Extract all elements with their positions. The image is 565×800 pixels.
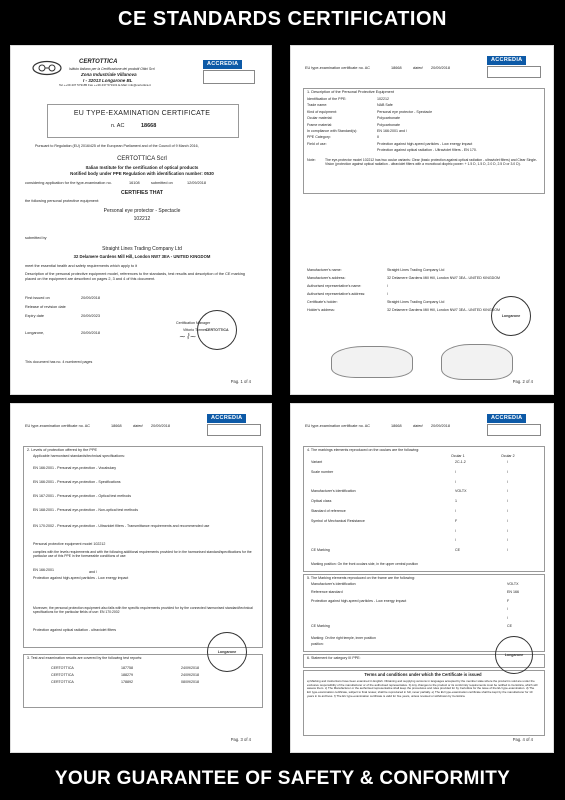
frame-value: CE <box>507 624 512 628</box>
org-sub3: I - 32013 Longarone BL <box>83 78 133 83</box>
party-key: Holder's address: <box>307 308 335 312</box>
page-number: Pag. 2 of 4 <box>512 378 533 384</box>
header-dated: dated <box>133 424 143 428</box>
marking-ocular2: / <box>507 548 508 553</box>
marking-ocular2: / <box>507 509 508 513</box>
marking-ocular1: / <box>455 469 456 474</box>
marking-ocular1: 1 <box>455 499 457 504</box>
marking-key: Optical class <box>311 499 332 504</box>
accreditation-box <box>487 424 541 436</box>
report-number: 188279 <box>121 673 133 677</box>
certottica-stamp <box>491 296 531 336</box>
section2-box <box>23 446 263 648</box>
marking-key: Variant <box>311 460 323 464</box>
meets-text: meet the essential health and safety requirements which apply to it <box>25 264 138 268</box>
report-date: 08/09/2018 <box>181 680 199 684</box>
marking-key: CE Marking <box>311 548 330 553</box>
certottica-stamp <box>495 636 533 674</box>
accreditation-box <box>203 70 255 84</box>
page-number: Pag. 3 of 4 <box>230 736 251 742</box>
header-date: 20/09/2018 <box>431 66 451 70</box>
party-value: / <box>387 292 388 296</box>
frame-value: F <box>507 598 510 603</box>
marking-key: Standard of reference <box>311 509 346 513</box>
ppe-field-key: Ocular material: <box>307 116 333 121</box>
frame-key: CE Marking <box>311 624 330 628</box>
header-cert: EU type-examination certificate no. AC <box>305 66 370 70</box>
ppe-field-key: Trade name: <box>307 103 328 108</box>
marking-ocular2: / <box>507 460 508 464</box>
applicable-text: Applicable harmonised standards/technical specifications: <box>33 454 125 458</box>
certificate-page-2 <box>290 45 554 395</box>
marking-ocular1: F <box>455 518 458 523</box>
org-sub2: Zona Industriale Villanova <box>81 72 137 77</box>
bottom-banner: YOUR GUARANTEE OF SAFETY & CONFORMITY <box>54 768 511 789</box>
section1-title: 1. Description of the Personal Protective Equipment <box>307 90 394 94</box>
header-dated: dated <box>413 424 423 428</box>
report-lab: CERTOTTICA <box>51 680 74 684</box>
frame-key: Protection against high-speed particles - Low energy impact <box>311 598 407 603</box>
marking-ocular2: / <box>507 518 508 523</box>
footer-note: This document has no. 4 numbered pages <box>25 360 93 364</box>
certificate-title: EU TYPE-EXAMINATION CERTIFICATE <box>73 110 211 117</box>
party-key: Manufacturer's address: <box>307 276 346 280</box>
report-lab: CERTOTTICA <box>51 673 74 677</box>
marking-key: Manufacturer's identification <box>311 489 356 494</box>
submitted-date: 12/09/2018 <box>187 181 207 185</box>
expiry-date: 20/09/2023 <box>81 314 101 318</box>
section5-title: 5. The Marking elements reproduced on the frame are the following: <box>307 576 416 580</box>
ppe-field-value: II <box>377 135 379 140</box>
std-ref: EN 166:2001 <box>33 568 54 572</box>
first-issued-label: First issued on <box>25 296 50 300</box>
protection-text: Protection against high-speed particles - Low energy impact <box>33 576 129 580</box>
accredia-logo: ACCREDIA <box>207 414 246 423</box>
company-name: CERTOTTICA Scrl <box>117 156 167 162</box>
report-number: 187758 <box>121 666 133 670</box>
ppe-field-value: NAB Safe <box>377 103 393 108</box>
org-sub1: Istituto italiano per la Certificazione dei prodotti Ottici Scrl <box>69 67 155 71</box>
moreover-text: Moreover, the personal protection equipment also falls with the specific requirements provided for by the connected harmonised standard/technical specifications for the particular fields of use: EN 170:2002 <box>33 606 253 615</box>
ppe-field-value: Personal eye protector - Spectacle <box>377 109 433 114</box>
marking-ocular2: / <box>507 499 508 504</box>
cert-prefix: n. AC <box>111 123 125 129</box>
ppe-field-key: In compliance with Standard(s): <box>307 129 358 133</box>
applicant-address: 32 Delamere Gardens Mill Hill, London NW7 3EA - UNITED KINGDOM <box>73 254 211 259</box>
report-date: 24/09/2018 <box>181 673 199 677</box>
model-line: Personal protective equipment model 102212 <box>33 542 106 546</box>
accredia-logo: ACCREDIA <box>203 60 242 69</box>
company-desc1: Italian Institute for the certification of optical products <box>85 165 199 170</box>
party-value: 32 Delamere Gardens Mill Hill, London NW7 3EA - UNITED KINGDOM <box>387 308 501 312</box>
party-key: Authorised representative's address: <box>307 292 366 296</box>
party-value: / <box>387 284 388 288</box>
frame-key: Reference standard <box>311 590 343 595</box>
following-text: the following personal protective equipment: <box>25 199 100 203</box>
accredia-logo: ACCREDIA <box>487 414 526 423</box>
marking-key: Scale number <box>311 469 334 474</box>
place-date: 20/09/2018 <box>81 331 101 335</box>
certottica-stamp <box>197 310 237 350</box>
accreditation-box <box>207 424 261 436</box>
marking-ocular2: / <box>507 479 508 484</box>
report-number: 178892 <box>121 680 133 684</box>
ppe-field-key: Kind of equipment: <box>307 109 337 114</box>
org-contact: Tel ++39 437 573185 Fax ++39 437 573131 E-Mail: info@certottica.it <box>59 83 151 87</box>
marking-ocular1: CE <box>455 548 460 553</box>
party-value: Straight Lines Trading Company Ltd <box>387 300 445 304</box>
standard-4: EN 168:2001 - Personal eye-protection - Non-optical test methods <box>33 508 139 512</box>
stamp-text: CERTOTTICA <box>205 327 229 332</box>
certificate-page-4 <box>290 403 554 753</box>
frame-value: / <box>507 607 508 612</box>
marking-ocular1: / <box>455 528 456 533</box>
marking-ocular1: 2C-1.2 <box>455 460 466 464</box>
accredia-logo: ACCREDIA <box>487 56 526 65</box>
product-name: Personal eye protector - Spectacle <box>103 208 181 214</box>
complies-text: complies with the levels requirements and with the following additional requirements provided for in the harmonised standard/specifications for the particular use of this PPE in the foreseeable conditions of use: <box>33 550 252 559</box>
ppe-field-value: Polycarbonate <box>377 116 400 121</box>
certifies-heading: CERTIFIES THAT <box>121 190 163 196</box>
stamp-text: Longarone <box>217 649 237 654</box>
ocular2-label: Ocular 2 <box>501 454 515 458</box>
frame-position: Marking: On the right temple, inner position <box>311 636 376 640</box>
page-number: Pag. 4 of 4 <box>512 736 533 742</box>
first-issued-date: 20/09/2018 <box>81 296 101 300</box>
ppe-field-value: Protection against high-speed particles - Low energy impact <box>377 141 473 146</box>
signer-role: Certification Manager <box>176 321 211 325</box>
stamp-text: Longarone <box>501 313 521 318</box>
ppe-field-key: Identification of the PPE: <box>307 97 347 101</box>
marking-ocular1: / <box>455 509 456 513</box>
ppe-field-value: 102212 <box>377 97 389 101</box>
frame-key: Manufacturer's identification <box>311 582 356 586</box>
party-key: Certificate's holder: <box>307 300 338 304</box>
application-number: 16108 <box>129 181 140 185</box>
cert-number: 18668 <box>141 123 157 129</box>
applicant-name: Straight Lines Trading Company Ltd <box>102 246 182 252</box>
expiry-label: Expiry date <box>25 314 44 318</box>
header-date: 20/09/2018 <box>151 424 171 428</box>
accreditation-box <box>487 66 541 78</box>
report-date: 24/09/2018 <box>181 666 199 670</box>
frame-value: EN 166 <box>507 590 519 595</box>
ppe-field-value: EN 166:2001 and / <box>377 129 407 133</box>
header-date: 20/09/2018 <box>431 424 451 428</box>
note-text: The eye-protector model 102212 has two ocular variants: Clear (basic protection against optical radiation - ultraviolet filters) and Clear Single-Vision (protection against optical radiation - ultraviolet filters with a monofocal dioptric power: + 1.5 D, 1.5 D, 2.0 D, 2.5 D or 3.0 D). <box>325 158 538 167</box>
marking-position: Marking position: On the front oculars side, in the upper central position <box>311 562 419 566</box>
submitted-by-label: submitted by <box>25 236 47 240</box>
place-label: Longarone, <box>25 331 45 335</box>
section2-title: 2. Levels of protection offered by the PPE <box>27 448 98 452</box>
considering-text: considering application for the type-examination no. <box>25 181 112 185</box>
marking-ocular2: / <box>507 469 508 474</box>
marking-ocular2: / <box>507 489 508 494</box>
ppe-field-key: Field of use: <box>307 141 327 146</box>
section4-title: 4. The markings elements reproduced on the oculars are the following: <box>307 448 420 452</box>
note-label: Note: <box>307 158 316 162</box>
product-model: 102212 <box>133 216 151 222</box>
marking-ocular1: / <box>455 538 456 543</box>
party-value: 32 Delamere Gardens Mill Hill, London NW7 3EA - UNITED KINGDOM <box>387 276 501 280</box>
terms-title: Terms and conditions under which the Certificate is issued <box>364 672 482 677</box>
marking-ocular2: / <box>507 538 508 543</box>
certottica-logo <box>31 60 63 76</box>
ppe-field-key: PPE Category: <box>307 135 331 140</box>
marking-ocular2: / <box>507 528 508 533</box>
description-text: Description of the personal protective equipment model, references to the standards, test results and description of the CE marking placed on the equipment are described on pages 2, 3 and 4 of this document. <box>25 272 245 281</box>
ppe-field-value: Protection against optical radiation - Ultraviolet filters - EN 170. <box>377 148 477 153</box>
glasses-side-photo <box>441 344 513 380</box>
revision-label: Release of revision date <box>25 305 66 309</box>
ocular1-label: Ocular 1 <box>451 454 465 458</box>
marking-ocular1: / <box>455 479 456 484</box>
marking-ocular1: VOLTX <box>455 489 467 494</box>
ppe-field-value: Polycarbonate <box>377 122 400 127</box>
glasses-front-photo <box>331 346 413 378</box>
frame-value: / <box>507 615 508 620</box>
protection2-text: Protection against optical radiation - ultraviolet filters <box>33 628 117 632</box>
pursuant-text: Pursuant to Regulation (EU) 2016/425 of the European Parliament and of the Council of 9 March 2016, <box>35 144 199 148</box>
standard-3: EN 167:2001 - Personal eye-protection - Optical test methods <box>33 494 132 498</box>
org-name: CERTOTTICA <box>79 59 118 65</box>
certificate-page-3 <box>10 403 272 753</box>
section6-title: 6. Statement for category III PPE: <box>307 656 361 660</box>
company-desc2: Notified body under PPE Regulation with identification number: 0530 <box>70 171 214 176</box>
top-banner: CE STANDARDS CERTIFICATION <box>118 8 447 30</box>
certificate-page-1 <box>10 45 272 395</box>
frame-position2: position: <box>311 642 324 646</box>
page-number: Pag. 1 of 4 <box>230 378 251 384</box>
submitted-on-label: submitted on <box>151 181 173 185</box>
party-key: Authorised representative's name: <box>307 284 362 288</box>
and-text: and / <box>89 570 97 574</box>
standard-2: EN 166:2001 - Personal eye-protection - Specifications <box>33 480 121 484</box>
section3-title: 3. Test and examination results are covered by the following test reports: <box>27 656 143 660</box>
header-dated: dated <box>413 66 423 70</box>
frame-value: VOLTX <box>507 582 519 586</box>
marking-key: Symbol of Mechanical Resistance <box>311 518 365 523</box>
party-value: Straight Lines Trading Company Ltd <box>387 268 445 272</box>
standard-1: EN 166:2001 - Personal eye-protection - Vocabulary <box>33 466 117 470</box>
report-lab: CERTOTTICA <box>51 666 74 670</box>
party-key: Manufacturer's name: <box>307 268 342 272</box>
ppe-field-key: Frame material: <box>307 122 333 127</box>
certottica-stamp <box>207 632 247 672</box>
header-no: 18668 <box>111 424 122 428</box>
terms-text: a) Marking and instructions have been examined in English. Obtaining and supplying versions in languages accepted by the member state where the product is sold are under the exclusive responsibility of the manufacturer or of the authorised representative. b) Any changes to the product or its conformity requirements must be notified to Certottica, which will assess them. c) The Manufacturer or the authorised representative shall keep the procedures and rules provided for by Certottica for the issue of the EU type-examination. d) The EU type-examination certificate, subject to final review, shall be reproduced in full, never partially. e) The EU type-examination certificate shall be kept by the manufacturer for 10 years in its archives. f) The EU type-examination certificate is valid for five years, unless revoked or withdrawn by Certottica. <box>307 679 538 698</box>
header-cert: EU type-examination certificate no. AC <box>25 424 90 428</box>
header-no: 18668 <box>391 66 402 70</box>
signature: ~⌇~ <box>179 332 197 341</box>
header-cert: EU type-examination certificate no. AC <box>305 424 370 428</box>
header-no: 18668 <box>391 424 402 428</box>
signer-name: Vittorio Tormen <box>183 328 208 332</box>
certottica-logo-icon <box>31 60 63 76</box>
stamp-text: Longarone <box>504 652 524 657</box>
standard-5: EN 170:2002 - Personal eye-protection - Ultraviolet filters - Transmittance requirements and recommended use <box>33 524 210 528</box>
